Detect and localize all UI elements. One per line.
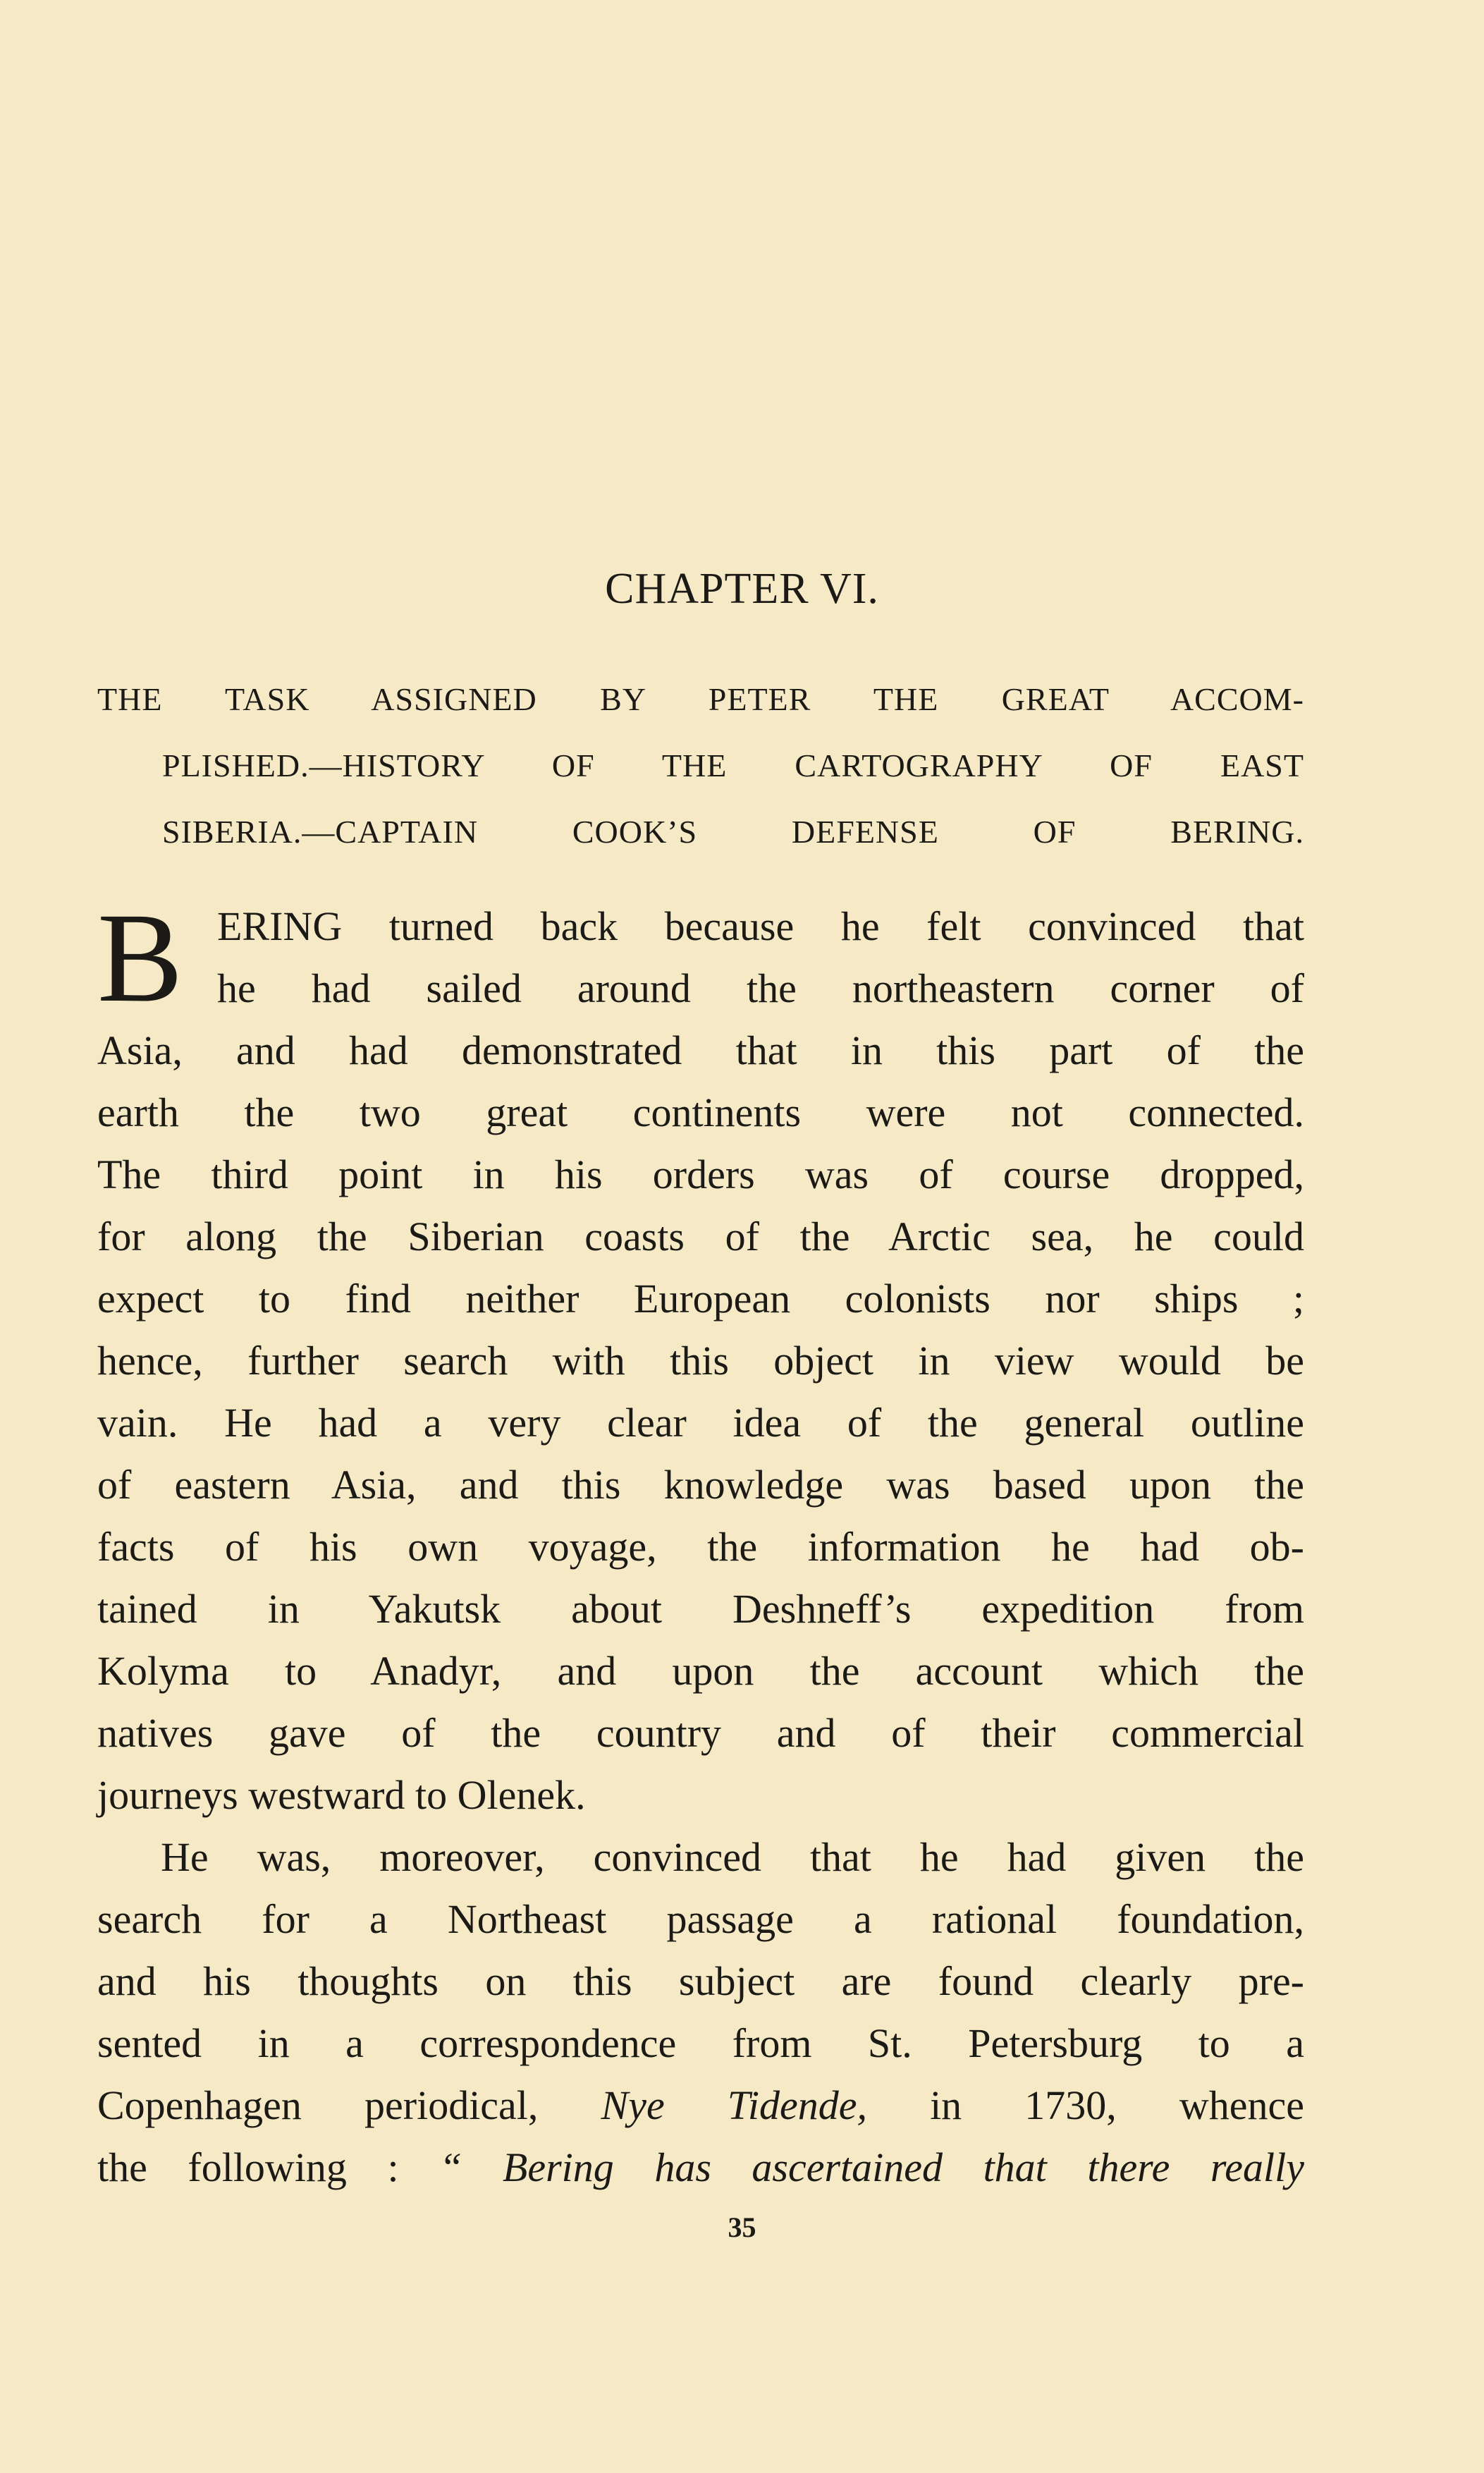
summary-line: THE TASK ASSIGNED BY PETER THE GREAT ACCOM- [97,681,1304,717]
drop-cap: B [97,887,183,1029]
text-line: ERING turned back because he felt convinced that [217,903,1304,949]
text-segment: in 1730, whence [930,2082,1304,2128]
text-line: sented in a correspondence from St. Petersburg to a [97,2020,1304,2066]
text-line: search for a Northeast passage a rational foundation, [97,1896,1304,1942]
text-line: vain. He had a very clear idea of the general outline [97,1400,1304,1446]
text-line: of eastern Asia, and this knowledge was based upon the [97,1462,1304,1508]
text-line: facts of his own voyage, the information he had ob- [97,1524,1304,1570]
chapter-summary [97,666,1304,865]
text-line: journeys westward to Olenek. [97,1772,586,1818]
text-line: natives gave of the country and of their commercial [97,1710,1304,1756]
text-line: for along the Siberian coasts of the Arctic sea, he could [97,1214,1304,1259]
text-segment: the following : [97,2144,399,2190]
text-line: he had sailed around the northeastern corner of [217,965,1304,1011]
chapter-title: CHAPTER VI. [605,565,879,613]
text-segment: Copenhagen periodical, [97,2082,539,2128]
page-number: 35 [728,2211,756,2243]
text-line: tained in Yakutsk about Deshneff’s expedition from [97,1586,1304,1632]
text-line: hence, further search with this object in view would be [97,1338,1304,1384]
text-line [97,2137,1304,2199]
text-line: The third point in his orders was of course dropped, [97,1152,1304,1197]
summary-line: PLISHED.—HISTORY OF THE CARTOGRAPHY OF EAST [162,747,1304,783]
text-line: expect to find neither European colonists nor ships ; [97,1276,1304,1321]
text-line: earth the two great continents were not connected. [97,1089,1304,1135]
body-text [97,887,1305,2199]
text-line: He was, moreover, convinced that he had given the [161,1834,1304,1880]
text-line: Asia, and had demonstrated that in this part of the [97,1027,1304,1073]
periodical-title: Nye Tidende, [601,2082,867,2128]
quotation: “ Bering has ascertained that there really [439,2144,1305,2190]
text-line: and his thoughts on this subject are found clearly pre- [97,1958,1304,2004]
summary-line: SIBERIA.—CAPTAIN COOK’S DEFENSE OF BERING. [162,814,1304,850]
text-line: Kolyma to Anadyr, and upon the account which the [97,1648,1304,1694]
text-line [97,2075,1304,2137]
